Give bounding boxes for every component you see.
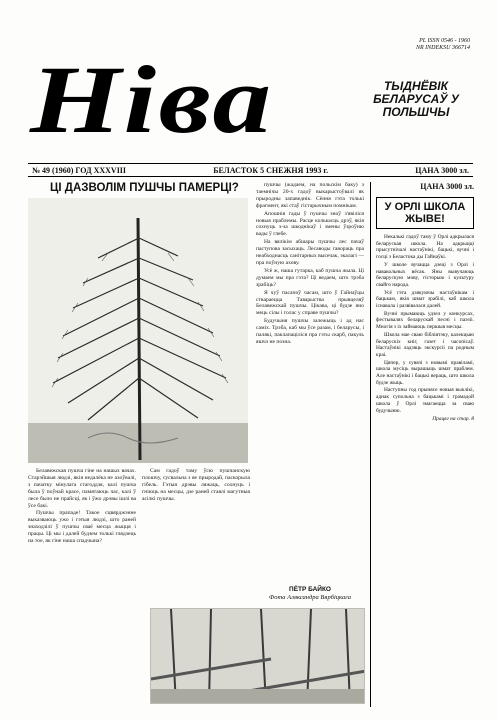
side-article xyxy=(370,182,474,707)
tree-photo xyxy=(28,198,248,463)
side-paragraph: Некалькі гадоў таму ў Орлі адкрылася беларуская школа. На адкрыцці прысутнічалі настаўнікі, бацькі, вучні і госці з Беластока ды Гайнаўкі. xyxy=(376,234,474,261)
side-paragraph: Наступны год прынясе новыя выклікі, аднак супольна з бацькамі і грамадой школа ў Орлі змагаецца за сваю будучыню. xyxy=(376,387,474,414)
lead-col3-paragraph: пушчы (жадаем, на польскім баку) з таемнічы 20-х гадоў выкарыстоўвалі як прыродны запаведнік. Сёння гэта толькі фрагмент, які стаў гістарычным помнікам. xyxy=(256,182,364,209)
issn-number: PL ISSN 0546 - 1960 xyxy=(419,38,470,44)
side-paragraph: У школе вучацца дзеці з Орлі і навакольных вёсак. Яны вывучаюць беларускую мову, гісторыю і культуру свайго народа. xyxy=(376,261,474,288)
photo-credit: Фота Аляксандра Вярбіцкага xyxy=(269,594,351,601)
lead-column-2 xyxy=(142,468,250,568)
side-price: ЦАНА 3000 зл. xyxy=(420,182,474,191)
masthead-title: Ніва xyxy=(30,46,274,153)
lead-column-1 xyxy=(28,468,136,701)
masthead-tagline: ТЫДНЁВІК БЕЛАРУСАЎ У ПОЛЬШЧЫ xyxy=(373,79,459,119)
lead-col1-paragraph: Пушчы прападе! Такое сцвярджэнне выказваюць ужо і гэтыя людзі, што раней знаходзілі ў пушчы сваё месца жыцця і працы. Ці мы і далей будзем толькі глядзець на тое, як гіне наша спадчына? xyxy=(28,510,136,545)
dead-spruce-illustration xyxy=(28,198,248,463)
side-headline: У ОРЛІ ШКОЛА ЖЫВЕ! xyxy=(376,197,474,229)
lead-headline: ЦІ ДАЗВОЛІМ ПУШЧЫ ПАМЕРЦІ? xyxy=(50,182,239,194)
continuation-note[interactable]: Працяг на стар. 8 xyxy=(432,416,474,423)
issn-block xyxy=(416,38,470,52)
lead-col3-paragraph: Я чуў пасапоў часам, што ў Гайнаўцы ствараецца Таварыства прыяцеляў Белавежскай пушчы. Цікава, ці будзе яно мець сілы і голас у справе пушчы? xyxy=(256,289,364,317)
forest-photo xyxy=(150,608,365,704)
issue-place-date: БЕЛАСТОК 5 СНЕЖНЯ 1993 г. xyxy=(213,165,329,175)
fallen-trees-illustration xyxy=(151,609,365,704)
lead-byline xyxy=(258,586,362,602)
lead-col1-paragraph: Белавежская пушча гіне на нашых вачах. Старэйшыя людзі, якія недалёка не ахоўвалі, з пачатку мінулага стагоддзя, калі пушча была ў поўнай красе, памятаюць час, калі ў лесе было не прайсці, як і ўжо дрэвы ішлі ва ўсе бакі. xyxy=(28,468,136,509)
lead-column-3 xyxy=(256,182,364,582)
side-paragraph: Школа мае сваю бібліятэку, калекцыю беларускіх кніг, газет і часопісаў. Настаўнікі ладзяць экскурсіі па родным краі. xyxy=(376,331,474,358)
lead-col2-paragraph: Сам гадоў таму ўсю пушчанскую плошчу, сусвальна з яе прыродай, паскорыла гібель. Гэтыя дрэвы ляжаць, сохнуць і гніюць на месцы, дзе раней стаялі магутныя асілкі пушчы. xyxy=(142,468,250,502)
side-article-body xyxy=(376,234,474,423)
side-paragraph: Цяпер, у сувязі з новымі правіламі, школа мусіць вырашыць шмат праблем. Але настаўнікі і бацькі вераць, што школа будзе жыць. xyxy=(376,359,474,386)
lead-col3-paragraph: Апошнія гады ў пушчы зноў з'явіліся новыя праблемы. Расце колькасць дрэў, якія сохнуць з-за шкоднікаў і змены ўзроўню вады ў глебе. xyxy=(256,210,364,238)
lead-col3-paragraph: Будучыня пушчы залежыць і ад нас саміх. Трэба, каб мы ўсе разам, і беларусы, і палякі, паклапаціліся пра гэты скарб, пакуль яшчэ не позна. xyxy=(256,318,364,345)
side-paragraph: Усё гэта дзякуючы настаўнікам і бацькам, якія шмат зрабілі, каб школа існавала і развівалася далей. xyxy=(376,289,474,310)
lead-col3-paragraph: На вялікім абшары пушчы лес пачаў паступова засыхаць. Лесаводы гавораць пра неабходнасць санітарных высечак, экалагі — пра поўную ахову. xyxy=(256,239,364,266)
author-name: ПЁТР БАЙКО xyxy=(289,586,331,593)
side-paragraph: Вучні прымаюць удзел у конкурсах, фестывалях беларускай песні і паэзіі. Многія з іх займаюць першыя месцы. xyxy=(376,310,474,331)
issue-number: № 49 (1960) ГОД XXXVIII xyxy=(32,165,127,175)
lead-col3-paragraph: Усё ж, наша гутарка, каб пушча жыла. Ці думаем мы пра гэта? Ці ведаем, што трэба зрабіць? xyxy=(256,267,364,288)
index-number: NR INDEKSU 366714 xyxy=(416,45,470,51)
issue-price: ЦАНА 3000 зл. xyxy=(415,165,469,175)
dateline xyxy=(28,163,473,177)
